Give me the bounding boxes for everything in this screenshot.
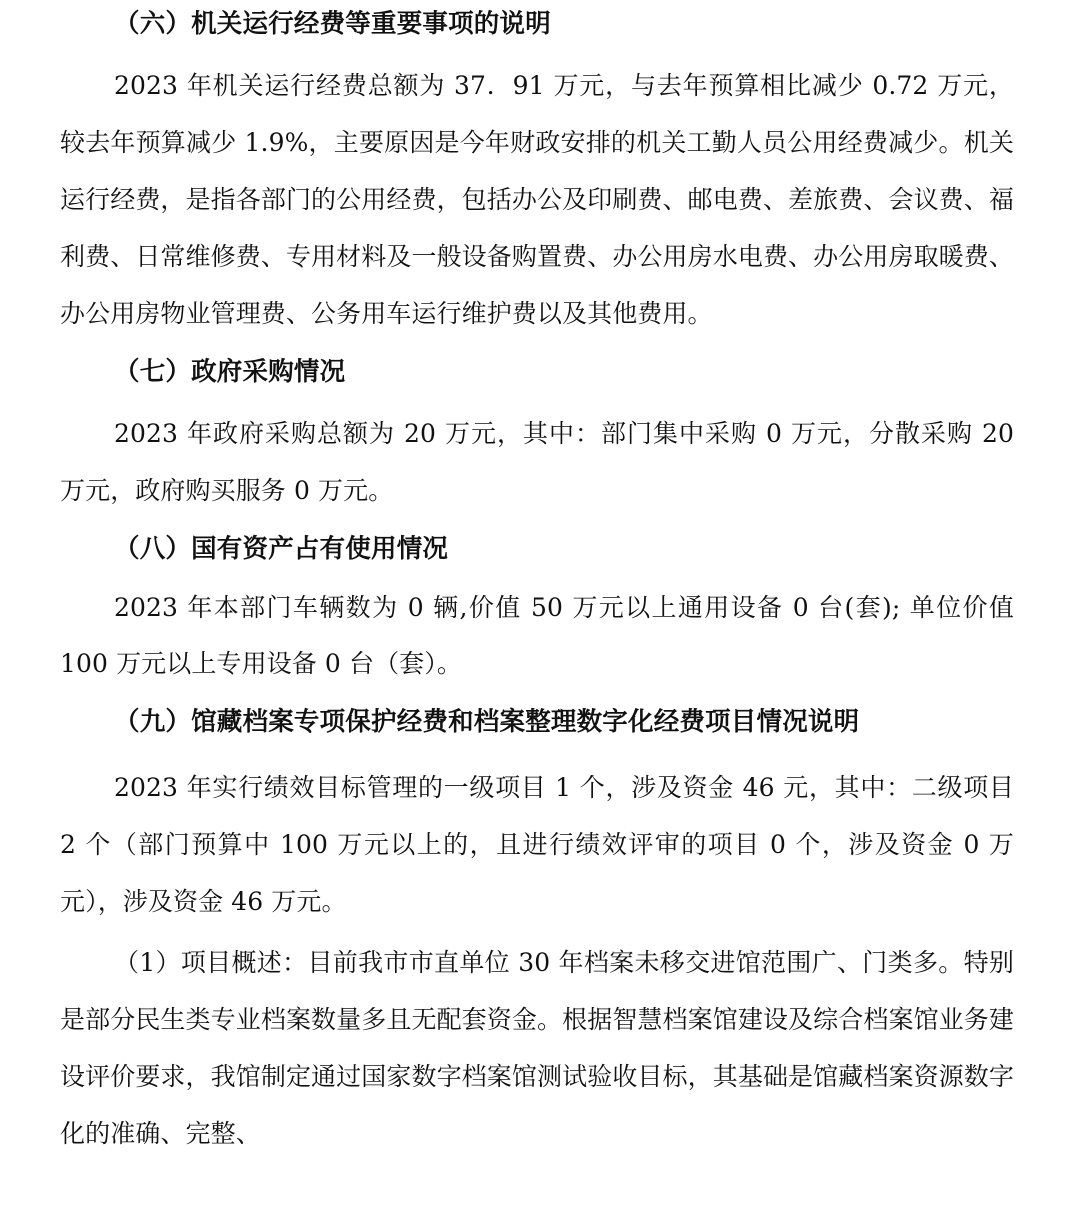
section-heading-7: （七）政府采购情况: [114, 357, 346, 387]
section-paragraph-8-1: 2023 年本部门车辆数为 0 辆,价值 50 万元以上通用设备 0 台(套); 单位价值 100 万元以上专用设备 0 台（套）。: [60, 593, 1014, 678]
section-paragraph-9-1: 2023 年实行绩效目标管理的一级项目 1 个，涉及资金 46 元，其中：二级项目 2 个（部门预算中 100 万元以上的，且进行绩效评审的项目 0 个，涉及资金 0 万元），涉及资金 46 万元。: [60, 773, 1014, 916]
section-paragraph-7-1: 2023 年政府采购总额为 20 万元，其中：部门集中采购 0 万元，分散采购 20 万元，政府购买服务 0 万元。: [60, 419, 1014, 505]
spacer: [60, 395, 1014, 405]
spacer: [60, 572, 1014, 580]
section-heading-6: （六）机关运行经费等重要事项的说明: [114, 9, 551, 39]
spacer: [60, 519, 1014, 527]
section-heading-9: （九）馆藏档案专项保护经费和档案整理数字化经费项目情况说明: [114, 707, 860, 737]
spacer: [60, 47, 1014, 57]
section-paragraph-6-1: 2023 年机关运行经费总额为 37．91 万元，与去年预算相比减少 0.72 万元，较去年预算减少 1.9%，主要原因是今年财政安排的机关工勤人员公用经费减少。机关运行经费，是指各部门的公用经费，包括办公及印刷费、邮电费、差旅费、会议费、福利费、日常维修费、专用材料及一般设备购置费、办公用房水电费、办公用房取暖费、办公用房物业管理费、公务用车运行维护费以及其他费用。: [60, 71, 1014, 328]
section-paragraph-9-2: （1）项目概述：目前我市市直单位 30 年档案未移交进馆范围广、门类多。特别是部分民生类专业档案数量多且无配套资金。根据智慧档案馆建设及综合档案馆业务建设评价要求，我馆制定通过国家数字档案馆测试验收目标，其基础是馆藏档案资源数字化的准确、完整、: [60, 948, 1014, 1148]
document-body: [60, 0, 1014, 1162]
spacer: [60, 692, 1014, 700]
spacer: [60, 342, 1014, 350]
spacer: [60, 745, 1014, 759]
section-heading-8: （八）国有资产占有使用情况: [114, 534, 449, 564]
